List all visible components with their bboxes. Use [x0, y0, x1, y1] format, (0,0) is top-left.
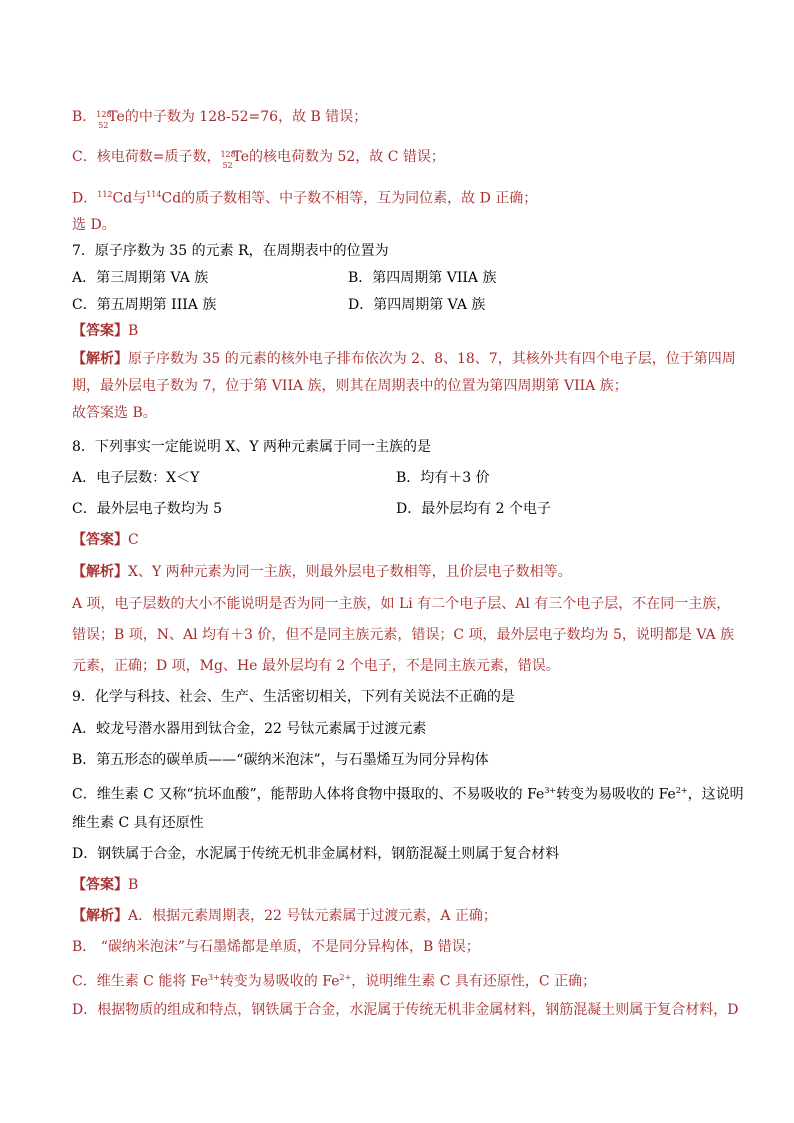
q6-d-prefix: D．: [72, 190, 98, 207]
q7-option-b: B．第四周期第 VIIA 族: [348, 270, 497, 286]
q7-analysis-line-2: 期，最外层电子数为 7，位于第 VIIA 族，则其在周期表中的位置为第四周期第 VIIA 族；: [72, 378, 628, 394]
q9-c-prefix: C．维生素 C 又称“抗坏血酸”，能帮助人体将食物中摄取的、不易吸收的 Fe: [72, 786, 545, 803]
analysis-tag: 【解析】: [72, 564, 128, 580]
q9-stem: 9．化学与科技、社会、生产、生活密切相关，下列有关说法不正确的是: [72, 689, 515, 705]
q8-analysis-line-3: 错误；B 项，N、Al 均有＋3 价，但不是同主族元素，错误；C 项，最外层电子数均为 5，说明都是 VA 族: [72, 627, 735, 643]
q8-answer: [72, 531, 139, 549]
fe3-charge: 3+: [208, 973, 220, 982]
q9-c-suffix: ，这说明: [687, 786, 744, 803]
te-atomic-number: 52: [222, 161, 233, 170]
answer-tag: 【答案】: [72, 323, 128, 339]
answer-value: B: [128, 323, 139, 339]
q9-analysis-a: [72, 907, 497, 925]
q7-analysis-line-1: [72, 350, 736, 368]
q9-c-mid: 转变为易吸收的 Fe: [556, 786, 676, 803]
analysis-text: A．根据元素周期表，22 号钛元素属于过渡元素，A 正确；: [128, 908, 497, 924]
q8-option-c: C．最外层电子数均为 5: [72, 501, 223, 517]
analysis-tag: 【解析】: [72, 351, 128, 367]
q7-option-a: A．第三周期第 VA 族: [72, 270, 209, 286]
q6-b-text: Te的中子数为 128-52=76，故 B 错误；: [108, 109, 368, 125]
q6-option-c-analysis: [72, 148, 445, 170]
q6-d-text: Cd的质子数相等、中子数不相等，互为同位素，故 D 正确；: [161, 190, 538, 207]
q9-option-d: D．钢铁属于合金，水泥属于传统无机非金属材料，钢筋混凝土则属于复合材料: [72, 846, 560, 862]
fe2-charge: 2+: [675, 786, 688, 795]
cd-112-mass: 112: [97, 190, 113, 199]
q6-b-prefix: B．: [72, 109, 97, 125]
q8-option-a: A．电子层数：X＜Y: [72, 470, 200, 486]
answer-value: C: [128, 532, 139, 548]
q7-answer: [72, 322, 138, 340]
q7-option-c: C．第五周期第 IIIA 族: [72, 297, 217, 313]
q9-analysis-c-prefix: C．维生素 C 能将 Fe: [72, 973, 209, 990]
q9-analysis-c-mid: 转变为易吸收的 Fe: [219, 973, 340, 990]
q9-answer: [72, 876, 138, 894]
fe3-charge: 3+: [544, 786, 557, 795]
q8-analysis-line-1: [72, 563, 572, 581]
answer-tag: 【答案】: [72, 877, 128, 893]
q9-option-c-line-2: 维生素 C 具有还原性: [72, 815, 204, 831]
q7-option-d: D．第四周期第 VA 族: [348, 297, 486, 313]
fe2-charge: 2+: [339, 973, 352, 982]
q6-c-text: Te的核电荷数为 52，故 C 错误；: [232, 149, 445, 165]
q7-stem: 7．原子序数为 35 的元素 R，在周期表中的位置为: [72, 243, 389, 259]
q9-analysis-b: B． “碳纳米泡沫”与石墨烯都是单质，不是同分异构体，B 错误；: [72, 939, 480, 955]
q7-conclusion: 故答案选 B。: [72, 405, 157, 421]
q9-analysis-c: [72, 969, 596, 991]
q6-c-prefix: C．核电荷数=质子数，: [72, 149, 221, 165]
q8-analysis-line-2: A 项，电子层数的大小不能说明是否为同一主族，如 Li 有二个电子层、Al 有三个电子层，不在同一主族，: [72, 596, 731, 612]
te-atomic-number: 52: [98, 121, 109, 130]
q9-option-b: B．第五形态的碳单质——“碳纳米泡沫”，与石墨烯互为同分异构体: [72, 752, 489, 768]
cd-114-mass: 114: [146, 190, 162, 199]
q6-conclusion: 选 D。: [72, 217, 116, 233]
q9-analysis-d: D．根据物质的组成和特点，钢铁属于合金，水泥属于传统无机非金属材料，钢筋混凝土则属于复合材料，D: [72, 1002, 739, 1018]
answer-value: B: [128, 877, 139, 893]
te-mass-number: 128: [220, 150, 236, 159]
q9-option-c: [72, 782, 744, 804]
q8-analysis-line-4: 元素，正确；D 项，Mg、He 最外层均有 2 个电子，不是同主族元素，错误。: [72, 658, 560, 674]
te-mass-number: 128: [96, 110, 112, 119]
q8-stem: 8．下列事实一定能说明 X、Y 两种元素属于同一主族的是: [72, 439, 432, 455]
q8-option-d: D．最外层均有 2 个电子: [396, 501, 552, 517]
q6-option-d-analysis: [72, 186, 537, 208]
q9-option-a: A．蛟龙号潜水器用到钛合金，22 号钛元素属于过渡元素: [72, 721, 427, 737]
q8-option-b: B．均有＋3 价: [396, 470, 490, 486]
te-isotope-symbol-c: [220, 148, 236, 170]
analysis-text: 原子序数为 35 的元素的核外电子排布依次为 2、8、18、7，其核外共有四个电子层，位于第四周: [128, 351, 736, 367]
analysis-text: X、Y 两种元素为同一主族，则最外层电子数相等，且价层电子数相等。: [128, 564, 572, 580]
te-isotope-symbol-b: [96, 108, 112, 130]
q9-analysis-c-suffix: ，说明维生素 C 具有还原性，C 正确；: [351, 973, 597, 990]
q6-d-mid: Cd与: [112, 190, 147, 207]
analysis-tag: 【解析】: [72, 908, 128, 924]
q6-option-b-analysis: [72, 108, 368, 130]
answer-tag: 【答案】: [72, 532, 128, 548]
